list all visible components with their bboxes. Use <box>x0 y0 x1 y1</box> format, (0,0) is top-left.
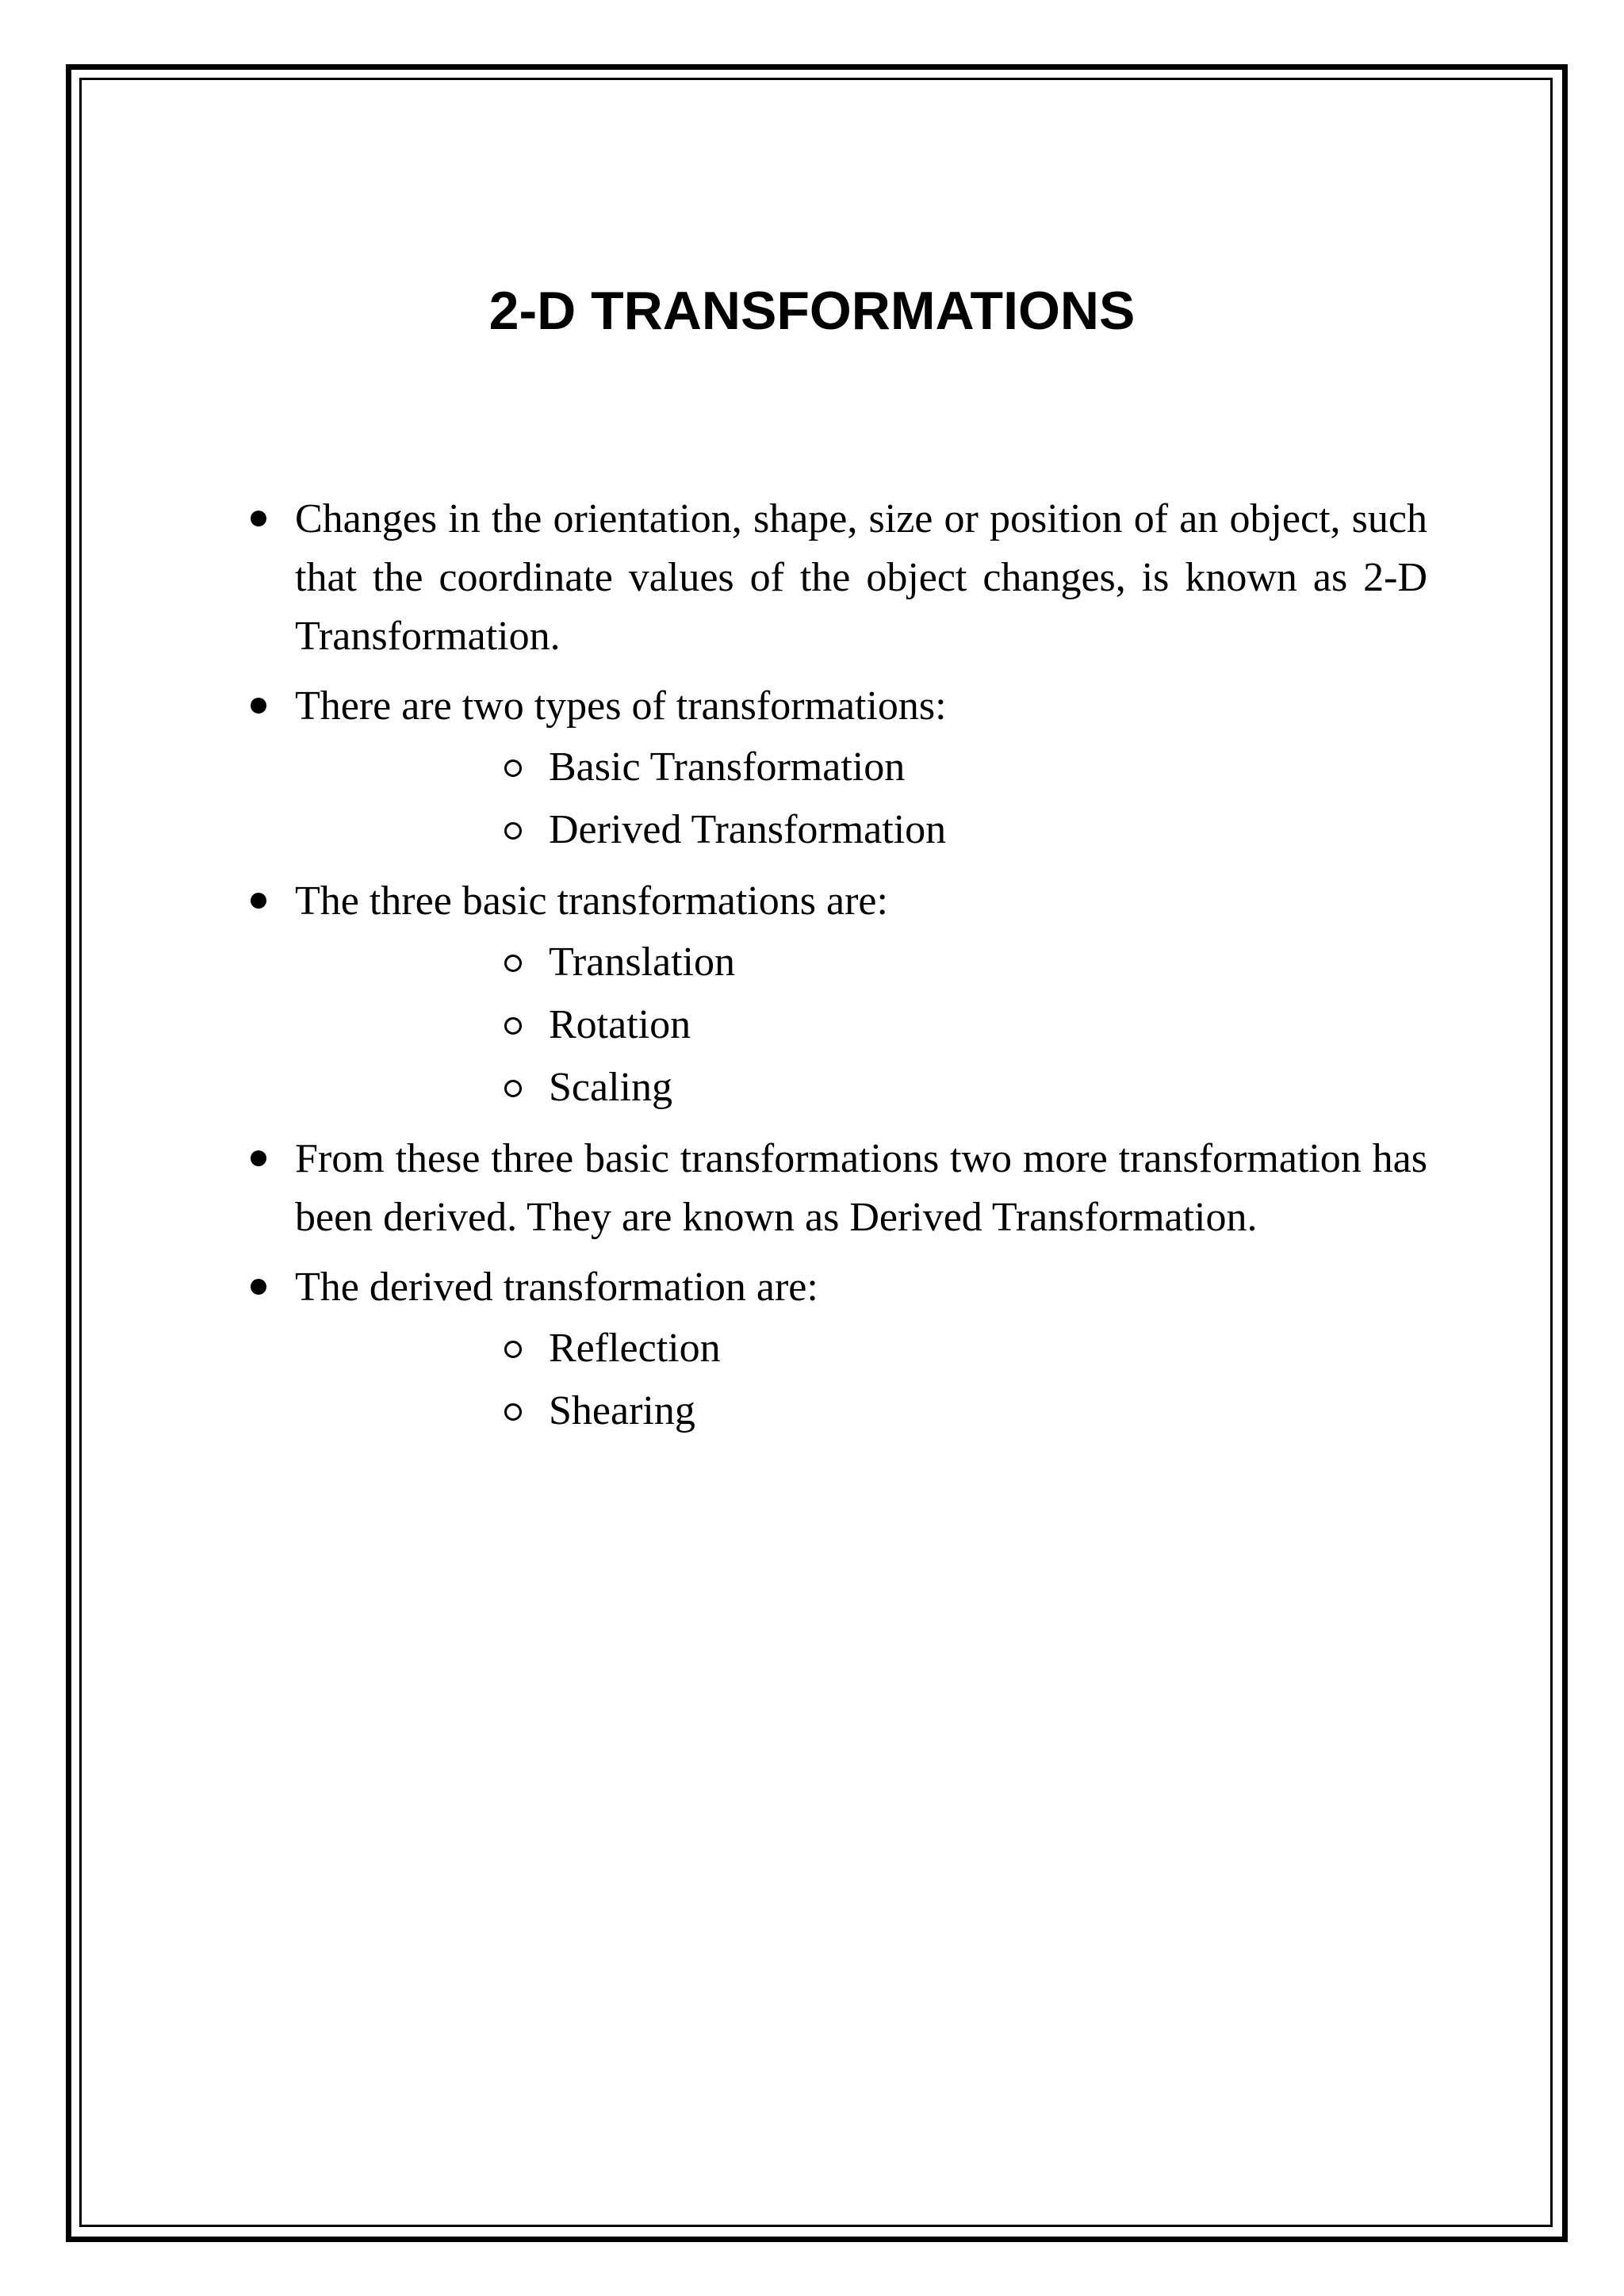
bullet-text: Changes in the orientation, shape, size or position of an object, such that the coordinate values of the object changes, is known as 2-D Transformation. <box>295 496 1427 659</box>
bullet-item <box>238 1130 1427 1247</box>
sub-list-item <box>295 993 1427 1056</box>
sub-list-item <box>295 798 1427 861</box>
bullet-item <box>238 872 1427 1119</box>
sub-item-text: Rotation <box>549 1002 691 1047</box>
bullet-text: The derived transformation are: <box>295 1265 818 1310</box>
sub-list <box>295 736 1427 861</box>
bullet-list <box>238 490 1427 1453</box>
sub-list-item <box>295 1056 1427 1119</box>
sub-item-text: Scaling <box>549 1065 672 1110</box>
sub-list-item <box>295 1317 1427 1380</box>
sub-list <box>295 1317 1427 1442</box>
hollow-circle-icon <box>504 822 522 840</box>
hollow-circle-icon <box>504 760 522 777</box>
bullet-dot-icon <box>251 698 266 714</box>
sub-list <box>295 931 1427 1119</box>
hollow-circle-icon <box>504 955 522 972</box>
bullet-dot-icon <box>251 1279 266 1295</box>
sub-item-text: Translation <box>549 939 735 985</box>
bullet-text: From these three basic transformations two more transformation has been derived. They are known as Derived Transformation. <box>295 1136 1427 1240</box>
bullet-item <box>238 490 1427 666</box>
hollow-circle-icon <box>504 1080 522 1097</box>
bullet-dot-icon <box>251 511 266 526</box>
sub-item-text: Shearing <box>549 1388 695 1433</box>
sub-item-text: Basic Transformation <box>549 744 906 790</box>
sub-item-text: Derived Transformation <box>549 807 947 852</box>
bullet-item <box>238 677 1427 861</box>
sub-list-item <box>295 931 1427 993</box>
bullet-text: The three basic transformations are: <box>295 878 888 924</box>
page-title: 2-D TRANSFORMATIONS <box>488 281 1136 341</box>
sub-item-text: Reflection <box>549 1326 721 1371</box>
bullet-dot-icon <box>251 893 266 909</box>
bullet-dot-icon <box>251 1150 266 1166</box>
sub-list-item <box>295 736 1427 798</box>
hollow-circle-icon <box>504 1341 522 1358</box>
bullet-text: There are two types of transformations: <box>295 683 947 729</box>
bullet-item <box>238 1258 1427 1442</box>
sub-list-item <box>295 1380 1427 1442</box>
hollow-circle-icon <box>504 1017 522 1035</box>
hollow-circle-icon <box>504 1403 522 1421</box>
